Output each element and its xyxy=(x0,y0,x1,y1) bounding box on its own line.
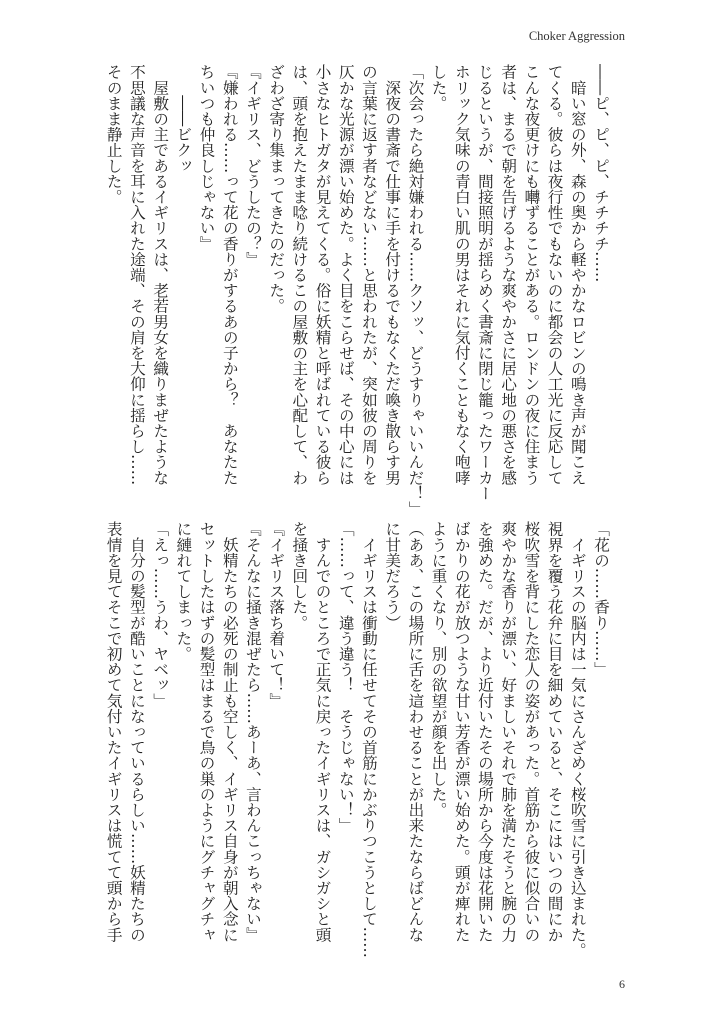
text-line: の言葉に返す者などない……と思われたが、突如彼の周りを xyxy=(359,64,378,486)
text-line: 深夜の書斎で仕事に手を付けるでもなくただ喚き散らす男 xyxy=(383,64,402,486)
text-line: 自分の髪型が酷いことになっているらしい……妖精たちの xyxy=(127,521,146,943)
text-line: 「花の……香り……」 xyxy=(592,521,610,677)
text-line: ちいつも仲良しじゃない』 xyxy=(197,64,216,252)
text-line: ――ビクッ xyxy=(174,64,193,174)
text-line: 仄かな光源が漂い始めた。よく目をこらせば、その中心には xyxy=(336,64,355,486)
text-line: 『イギリス、どうしたの？』 xyxy=(243,64,262,267)
text-line: ホリック気味の青白い肌の男はそれに気付くこともなく咆哮 xyxy=(452,64,471,486)
text-line: 『嫌われる……って花の香りがするあの子から？ あなたた xyxy=(220,64,239,486)
running-header-title: Choker Aggression xyxy=(528,29,625,43)
text-line: は、頭を抱えたまま唸り続けるこの屋敷の主を心配して、わ xyxy=(290,64,309,486)
text-line: に甘美だろう） xyxy=(383,521,402,631)
text-line: 「えっ……うわ、ヤベッ」 xyxy=(151,521,170,709)
text-line: 屋敷の主であるイギリスは、老若男女を織りまぜたような xyxy=(151,64,170,486)
text-line: 暗い窓の外、森の奥から軽やかなロビンの鳴き声が聞こえ xyxy=(568,64,587,486)
text-line: ざわざ寄り集まってきたのだった。 xyxy=(267,64,286,314)
bottom-text-block xyxy=(102,521,612,961)
text-line: を強めた。だが、より近付いたその場所から今度は花開いた xyxy=(475,521,494,943)
text-line: 妖精たちの必死の制止も空しく、イギリス自身が朝入念に xyxy=(220,521,239,943)
text-line: 爽やかな香りが漂い、好ましいそれで肺を満たそうと腕の力 xyxy=(499,521,518,943)
text-line: じるというが、間接照明が揺らめく書斎に閉じ籠ったワーカー xyxy=(475,64,494,501)
top-text-block xyxy=(102,64,612,517)
text-line: した。 xyxy=(429,64,448,111)
text-line: に縺れてしまった。 xyxy=(174,521,193,662)
text-line: そのまま静止した。 xyxy=(104,64,123,205)
text-line: 不思議な声音を耳に入れた途端、その肩を大仰に揺らし…… xyxy=(127,64,146,486)
text-line: 「……って、違う違う！ そうじゃない！」 xyxy=(336,521,355,833)
text-line: ばかりの花が放つような甘い芳香が漂い始めた。頭が痺れた xyxy=(452,521,471,943)
text-line: すんでのところで正気に戻ったイギリスは、ガシガシと頭 xyxy=(313,521,332,943)
text-line: 「次会ったら絶対嫌われる……クソッ、どうすりゃいいんだ！」 xyxy=(406,64,425,517)
page-number: 6 xyxy=(619,977,625,991)
text-line: 『そんなに掻き混ぜたら……あーあ、言わんこっちゃない』 xyxy=(243,521,262,943)
text-line: 桜吹雪を背にした恋人の姿があった。首筋から彼に似合いの xyxy=(522,521,541,943)
text-line: イギリスは衝動に任せてその首筋にかぶりつこうとして…… xyxy=(359,521,378,958)
text-line: 表情を見てそこで初めて気付いたイギリスは慌てて頭から手 xyxy=(104,521,123,943)
text-line: こんな夜更けにも囀ずることがある。ロンドンの夜に住まう xyxy=(522,64,541,486)
text-line: セットしたはずの髪型はまるで鳥の巣のようにグチャグチャ xyxy=(197,521,216,943)
text-line: ように重くなり、別の欲望が顔を出した。 xyxy=(429,521,448,818)
text-line: 視界を覆う花弁に目を細めていると、そこにはいつの間にか xyxy=(545,521,564,943)
text-line: ――ピ、ピ、ピ、チチチチ…… xyxy=(592,64,610,283)
text-line: 『イギリス落ち着いて！』 xyxy=(267,521,286,709)
text-line: 小さなヒトガタが見えてくる。俗に妖精と呼ばれている彼ら xyxy=(313,64,332,486)
text-line: （ああ、この場所に舌を這わせることが出来たならばどんな xyxy=(406,521,425,943)
text-line: てくる。彼らは夜行性でもないのに都会の人工光に反応して xyxy=(545,64,564,486)
text-line: 者は、まるで朝を告げるような爽やかさに居心地の悪さを感 xyxy=(499,64,518,486)
text-line: イギリスの脳内は一気にさんざめく桜吹雪に引き込まれた。 xyxy=(568,521,587,958)
text-line: を掻き回した。 xyxy=(290,521,309,631)
